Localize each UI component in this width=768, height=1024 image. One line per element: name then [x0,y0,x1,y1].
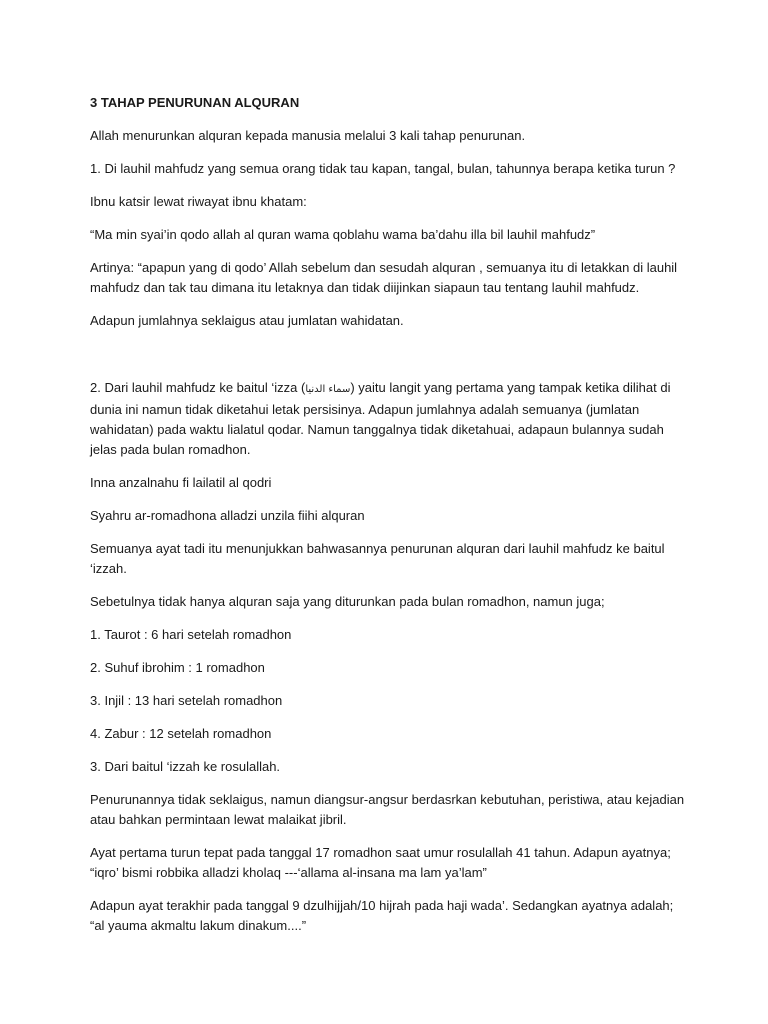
stage3-first-verse: Ayat pertama turun tepat pada tanggal 17 romadhon saat umur rosulallah 41 tahun. Adapun ayatnya; “iqro’ bismi robbika alladzi kholaq ---‘allama al-insana ma lam ya’lam” [90,845,671,880]
book-item-injil: 3. Injil : 13 hari setelah romadhon [90,693,283,708]
stage2-heading [90,378,690,460]
stage3-gradual: Penurunannya tidak seklaigus, namun diangsur-angsur berdasrkan kebutuhan, peristiwa, atau kejadian atau bahkan permintaan lewat malaikat jibril. [90,792,685,827]
document-page [90,93,690,949]
stage3-heading: 3. Dari baitul ‘izzah ke rosulallah. [90,759,281,774]
stage2-explanation: Semuanya ayat tadi itu menunjukkan bahwasannya penurunan alquran dari lauhil mahfudz ke baitul ‘izzah. [90,541,665,576]
stage1-heading: 1. Di lauhil mahfudz yang semua orang tidak tau kapan, tangal, bulan, tahunnya berapa ketika turun ? [90,161,676,176]
stage1-amount: Adapun jumlahnya seklaigus atau jumlatan wahidatan. [90,313,404,328]
other-books-intro: Sebetulnya tidak hanya alquran saja yang diturunkan pada bulan romadhon, namun juga; [90,594,605,609]
stage2-verse-1: Inna anzalnahu fi lailatil al qodri [90,475,272,490]
book-item-taurot: 1. Taurot : 6 hari setelah romadhon [90,627,292,642]
book-item-suhuf: 2. Suhuf ibrohim : 1 romadhon [90,660,265,675]
stage2-heading-rest: ) yaitu langit yang pertama yang tampak ketika dilihat di dunia ini namun tidak diketahui letak persisinya. Adapun jumlahnya adalah semuanya (jumlatan wahidatan) pada waktu lialatul qodar. Namun tanggalnya tidak diketahuai, adapaun bulannya sudah jelas pada bulan romadhon. [90,380,671,457]
stage2-verse-2: Syahru ar-romadhona alladzi unzila fiihi alquran [90,508,365,523]
book-item-zabur: 4. Zabur : 12 setelah romadhon [90,726,272,741]
blank-line [90,344,690,378]
arabic-phrase: سماء الدنيا [305,384,351,395]
stage1-quote: “Ma min syai’in qodo allah al quran wama qoblahu wama ba’dahu illa bil lauhil mahfudz” [90,227,596,242]
stage1-meaning: Artinya: “apapun yang di qodo’ Allah sebelum dan sesudah alquran , semuanya itu di letakkan di lauhil mahfudz dan tak tau dimana itu letaknya dan tidak diijinkan siapaun tau tentang lauhil mahfudz. [90,260,678,295]
intro-paragraph: Allah menurunkan alquran kepada manusia melalui 3 kali tahap penurunan. [90,128,526,143]
stage3-last-verse: Adapun ayat terakhir pada tanggal 9 dzulhijjah/10 hijrah pada haji wada’. Sedangkan ayatnya adalah; “al yauma akmaltu lakum dinakum....” [90,898,674,933]
document-title: 3 TAHAP PENURUNAN ALQURAN [90,95,300,110]
stage1-source: Ibnu katsir lewat riwayat ibnu khatam: [90,194,307,209]
stage2-heading-start: 2. Dari lauhil mahfudz ke baitul ‘izza ( [90,380,306,395]
